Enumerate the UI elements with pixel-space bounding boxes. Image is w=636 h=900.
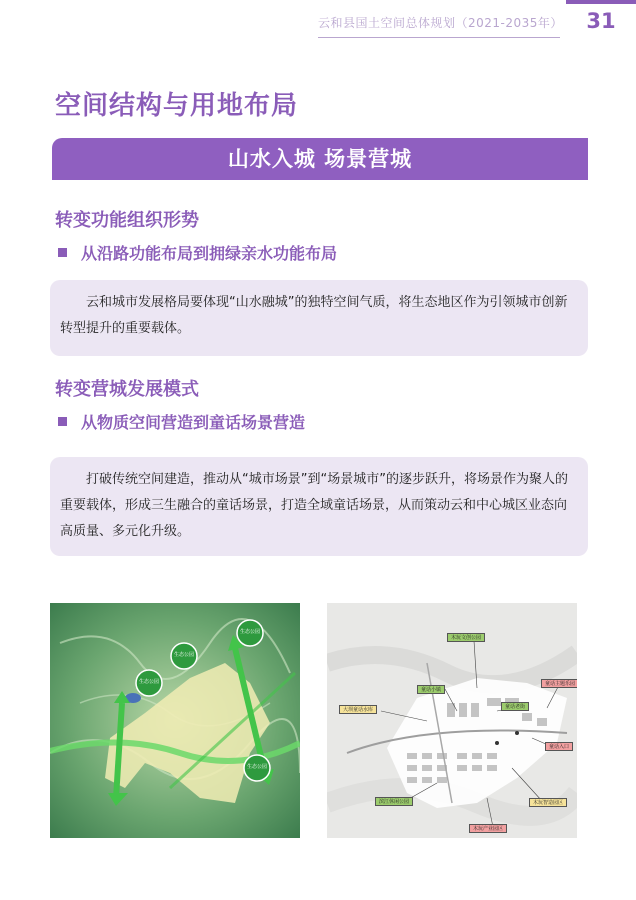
map-label: 童话主题乐园 (541, 679, 577, 688)
banner-text: 山水入城 场景营城 (227, 147, 413, 171)
bullet-square-icon (58, 248, 67, 257)
map-label: 童话入口 (545, 742, 573, 751)
green-structure-map-image (50, 603, 300, 838)
map-label: 童话老街 (501, 702, 529, 711)
scene-plan-map-image (327, 603, 577, 838)
page-number: 31 (586, 9, 616, 33)
map-label: 童话小镇 (417, 685, 445, 694)
section-banner (52, 138, 588, 180)
section-subheading (58, 410, 305, 433)
bullet-square-icon (58, 417, 67, 426)
section-heading: 转变营城发展模式 (55, 379, 199, 400)
circle-label: 生态公园 (173, 652, 194, 658)
section-subheading (58, 241, 337, 264)
section-heading: 转变功能组织形势 (55, 210, 199, 231)
subheading-text: 从物质空间营造到童话场景营造 (81, 413, 306, 432)
body-text-box: 打破传统空间建造，推动从“城市场景”到“场景城市”的逐步跃升，将场景作为聚人的重要载体，形成三生融合的童话场景，打造全域童话场景，从而策动云和中心城区业态向高质量、多元化升级。 (50, 457, 588, 556)
map-label: 大坝童话水库 (339, 705, 377, 714)
header-divider (318, 37, 560, 38)
document-title: 云和县国土空间总体规划（2021-2035年） (318, 16, 563, 30)
map-label: 木玩文创公园 (447, 633, 485, 642)
map-label: 木玩产业园区 (469, 824, 507, 833)
circle-label: 生态公园 (138, 679, 159, 685)
map-label: 木玩智造园区 (529, 798, 567, 807)
subheading-text: 从沿路功能布局到拥绿亲水功能布局 (81, 244, 338, 263)
circle-label: 生态公园 (239, 629, 260, 635)
circle-label: 生态公园 (246, 764, 267, 770)
page-title: 空间结构与用地布局 (55, 91, 299, 121)
body-text-box: 云和城市发展格局要体现“山水融城”的独特空间气质，将生态地区作为引领城市创新转型提升的重要载体。 (50, 280, 588, 356)
map-label: 滨江休闲公园 (375, 797, 413, 806)
